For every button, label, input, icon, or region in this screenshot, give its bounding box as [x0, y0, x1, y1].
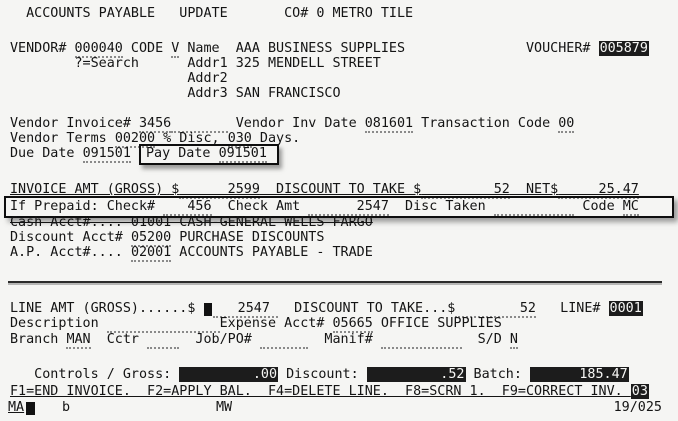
- vendor-code-field[interactable]: V: [171, 41, 180, 56]
- line-disc-label: DISCOUNT TO TAKE...$: [277, 301, 456, 316]
- cash-account-row: [10, 215, 373, 230]
- terms-percent-field[interactable]: 00200: [114, 131, 156, 146]
- invoice-amount-row: [10, 182, 639, 197]
- spacer: [405, 41, 526, 56]
- terms-disc-label: % Disc,: [155, 131, 228, 146]
- voucher-label: VOUCHER#: [526, 41, 599, 56]
- controls-batch-label: Batch:: [465, 367, 530, 382]
- line-amt-label: LINE AMT (GROSS)......$: [10, 301, 204, 316]
- controls-discount-label: Discount:: [278, 367, 367, 382]
- due-date-label: Due Date: [10, 146, 83, 161]
- transaction-code-field[interactable]: 00: [558, 116, 575, 131]
- header-row: [10, 6, 413, 21]
- pay-date-callout-box: [139, 144, 279, 165]
- vendor-number-field[interactable]: 000040: [74, 41, 123, 56]
- check-amt-field[interactable]: 2547: [308, 199, 389, 214]
- vendor-label: VENDOR#: [10, 41, 75, 56]
- invoice-date-field[interactable]: 081601: [364, 116, 414, 131]
- expense-acct-field[interactable]: 05665: [332, 316, 373, 331]
- line-disc-field[interactable]: 52: [455, 301, 536, 316]
- spacer: [228, 116, 236, 131]
- terms-days-label: Days.: [251, 131, 301, 146]
- addr1-label: Addr1: [187, 56, 236, 71]
- addr3-value: SAN FRANCISCO: [235, 86, 341, 101]
- net-label: NET$: [509, 182, 559, 197]
- section-divider: [8, 281, 662, 283]
- branch-label: Branch: [10, 332, 67, 347]
- line-amount-row: [10, 301, 643, 316]
- addr1-value: 325 MENDELL STREET: [235, 56, 381, 71]
- controls-gross-label: Controls / Gross:: [10, 367, 180, 382]
- check-amt-label: Check Amt: [211, 199, 309, 214]
- manif-label: Manif#: [308, 332, 381, 347]
- function-keys-row: [10, 384, 649, 399]
- discount-to-take-field[interactable]: 52: [421, 182, 510, 197]
- controls-discount-value: .52: [367, 367, 465, 382]
- search-hint: ?=Search: [74, 56, 139, 71]
- spacer: [139, 56, 187, 71]
- description-label: Description: [10, 316, 107, 331]
- pay-date-label: Pay Date: [146, 146, 219, 161]
- spacer: [10, 86, 187, 101]
- name-label: Name: [179, 41, 236, 56]
- voucher-number: 005879: [599, 41, 648, 56]
- ap-acct-name: ACCOUNTS PAYABLE - TRADE: [171, 245, 373, 260]
- screen-mode: UPDATE: [155, 6, 228, 21]
- vendor-row: [10, 41, 649, 56]
- screen-page-indicator: 03: [631, 384, 648, 399]
- invoice-number-label: Vendor Invoice#: [10, 116, 139, 131]
- discount-acct-name: PURCHASE DISCOUNTS: [171, 230, 325, 245]
- prepaid-code-field[interactable]: MC: [622, 199, 639, 214]
- line-amt-field[interactable]: 2547: [213, 301, 278, 316]
- company-label: CO# 0 METRO TILE: [227, 6, 414, 21]
- prepaid-code-label: Code: [574, 199, 623, 214]
- vendor-name: AAA BUSINESS SUPPLIES: [235, 41, 406, 56]
- transaction-code-label: Transaction Code: [413, 116, 559, 131]
- net-amount: 25.47: [558, 182, 639, 197]
- invoice-number-field[interactable]: 3456: [139, 116, 172, 131]
- terms-label: Vendor Terms: [10, 131, 115, 146]
- spacer: [131, 146, 139, 161]
- cctr-field[interactable]: [147, 332, 179, 349]
- addr3-label: Addr3: [187, 86, 236, 101]
- address3-row: [10, 86, 341, 101]
- discount-to-take-label: DISCOUNT TO TAKE $: [259, 182, 422, 197]
- sd-field[interactable]: N: [509, 332, 518, 347]
- sd-label: S/D: [461, 332, 510, 347]
- disc-taken-field[interactable]: [494, 199, 575, 216]
- manif-field[interactable]: [381, 332, 462, 349]
- status-session-id: b: [62, 400, 71, 415]
- keyboard-lock-block: [26, 402, 35, 415]
- branch-field[interactable]: MAN: [66, 332, 91, 347]
- gross-amount-field[interactable]: 2599: [179, 182, 260, 197]
- discount-account-row: [10, 230, 324, 245]
- job-po-label: Job/PO#: [179, 332, 260, 347]
- dates-row: [10, 144, 279, 165]
- code-label: CODE: [122, 41, 172, 56]
- description-row: [10, 316, 502, 331]
- status-cursor-position: 19/025: [613, 400, 662, 415]
- job-po-field[interactable]: [260, 332, 308, 349]
- invoice-date-label: Vendor Inv Date: [235, 116, 365, 131]
- function-keys-text: F1=END INVOICE. F2=APPLY BAL. F4=DELETE LINE. F8=SCRN 1. F9=CORRECT INV.: [10, 384, 631, 399]
- prepaid-check-number-field[interactable]: 456: [163, 199, 212, 214]
- status-host-id: MW: [216, 400, 233, 415]
- address2-row: [10, 71, 228, 86]
- controls-gross-value: .00: [180, 367, 278, 382]
- expense-acct-name: OFFICE SUPPLIES: [372, 316, 502, 331]
- controls-row: [10, 367, 629, 382]
- status-system-indicator: [8, 400, 35, 415]
- status-ma-text: MA: [8, 400, 25, 415]
- addr2-label: Addr2: [187, 71, 228, 86]
- discount-acct-label: Discount Acct#: [10, 230, 131, 245]
- cash-account-text: Cash Acct#.... 01001 CASH-GENERAL WELLS FARGO: [10, 215, 373, 230]
- description-field[interactable]: [107, 316, 220, 333]
- address1-row: [10, 56, 381, 71]
- page-title: ACCOUNTS PAYABLE: [10, 6, 156, 21]
- input-cursor: [204, 303, 212, 316]
- ap-acct-field[interactable]: 02001: [130, 245, 172, 260]
- expense-acct-label: Expense Acct#: [219, 316, 333, 331]
- discount-acct-field[interactable]: 05200: [130, 230, 172, 245]
- spacer: [10, 71, 187, 86]
- disc-taken-label: Disc Taken: [388, 199, 494, 214]
- terms-days-field[interactable]: 030: [227, 131, 252, 146]
- branch-row: [10, 332, 518, 347]
- due-date-field[interactable]: 091501: [82, 146, 131, 161]
- ap-acct-label: A.P. Acct#....: [10, 245, 131, 260]
- line-number-label: LINE#: [535, 301, 609, 316]
- ap-account-row: [10, 245, 373, 260]
- spacer: [10, 56, 75, 71]
- pay-date-field[interactable]: 091501: [218, 146, 267, 161]
- gross-label: INVOICE AMT (GROSS) $: [10, 182, 180, 197]
- line-number: 0001: [609, 301, 642, 316]
- controls-batch-value: 185.47: [531, 367, 628, 382]
- vendor-invoice-row: [10, 116, 574, 131]
- prepaid-label: If Prepaid: Check#: [10, 199, 164, 214]
- cctr-label: Cctr: [90, 332, 148, 347]
